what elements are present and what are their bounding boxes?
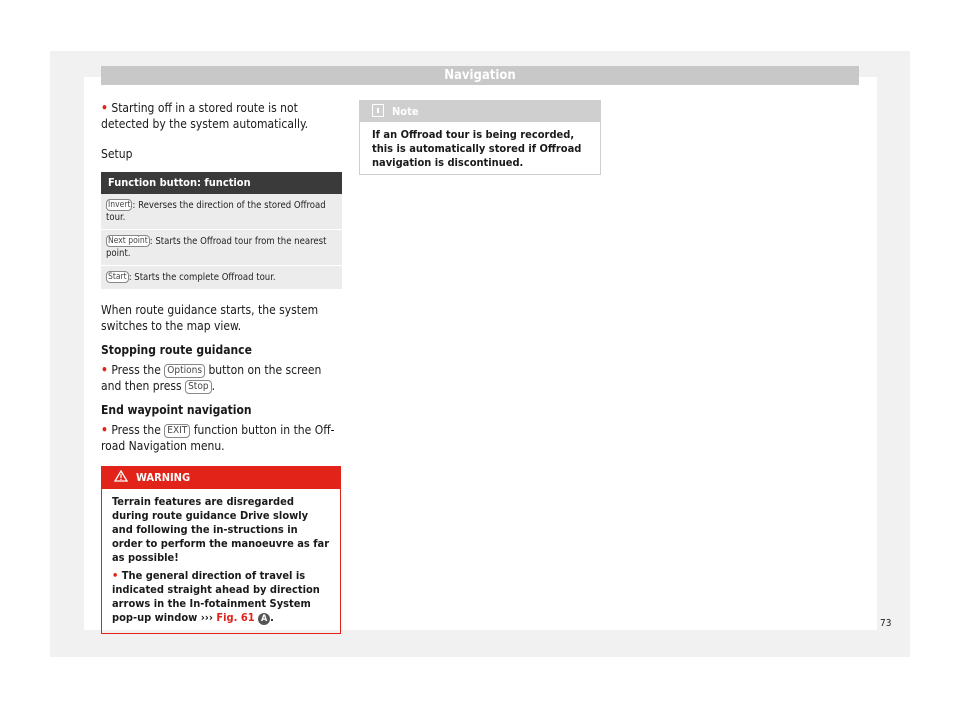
warning-title: WARNING (136, 471, 191, 484)
table-row: Start : Starts the complete Offroad tour. (101, 266, 342, 290)
table-row: Next point : Starts the Offroad tour from the nearest point. (101, 230, 342, 266)
reference-arrows: ››› (200, 611, 213, 624)
bullet-icon: • (112, 569, 119, 582)
stop-key[interactable]: Stop (185, 380, 211, 394)
next-point-key[interactable]: Next point (108, 236, 148, 246)
bullet-icon: • (101, 101, 108, 115)
end-paragraph: • Press the EXIT function button in the Off-road Navigation menu. (101, 423, 335, 453)
intro-paragraph: • Starting off in a stored route is not detected by the system automatically. (101, 101, 309, 131)
page-title: Navigation (101, 66, 859, 85)
left-column (101, 100, 342, 634)
stopping-heading: Stopping route guidance (101, 343, 252, 357)
page-number: 73 (880, 618, 892, 629)
bullet-icon: • (101, 363, 108, 377)
note-body: If an Offroad tour is being recorded, this is automatically stored if Offroad navigation is discontinued. (372, 128, 582, 169)
options-key[interactable]: Options (164, 364, 205, 378)
function-table (101, 172, 342, 290)
exit-key[interactable]: EXIT (164, 424, 190, 438)
note-box (359, 100, 601, 175)
setup-label: Setup (101, 147, 133, 161)
stopping-paragraph: • Press the Options button on the screen and then press Stop . (101, 363, 322, 393)
note-title: Note (392, 105, 419, 118)
table-row: Invert : Reverses the direction of the stored Offroad tour. (101, 194, 342, 230)
note-header (360, 101, 600, 122)
warning-header (102, 467, 340, 489)
warning-triangle-icon (114, 470, 128, 482)
warning-box (101, 466, 341, 634)
warning-body (102, 489, 340, 633)
route-start-paragraph: When route guidance starts, the system switches to the map view. (101, 303, 319, 333)
middle-column (359, 100, 601, 175)
function-table-header: Function button: function (101, 172, 342, 194)
end-heading: End waypoint navigation (101, 403, 252, 417)
info-icon (372, 104, 384, 117)
warning-text: Terrain features are disregarded during route guidance Drive slowly and following the in-structions in order to perform the manoeuvre as far as possible! (112, 495, 330, 564)
start-key[interactable]: Start (108, 272, 127, 282)
bullet-icon: • (101, 423, 108, 437)
figure-reference-link[interactable]: Fig. 61 (216, 611, 255, 624)
invert-key[interactable]: Invert (108, 200, 131, 210)
callout-a-icon: A (258, 613, 270, 625)
warning-bullet: • The general direction of travel is indicated straight ahead by direction arrows in the In-fotainment System pop-up window ››› Fig. 61 A . (112, 569, 320, 624)
